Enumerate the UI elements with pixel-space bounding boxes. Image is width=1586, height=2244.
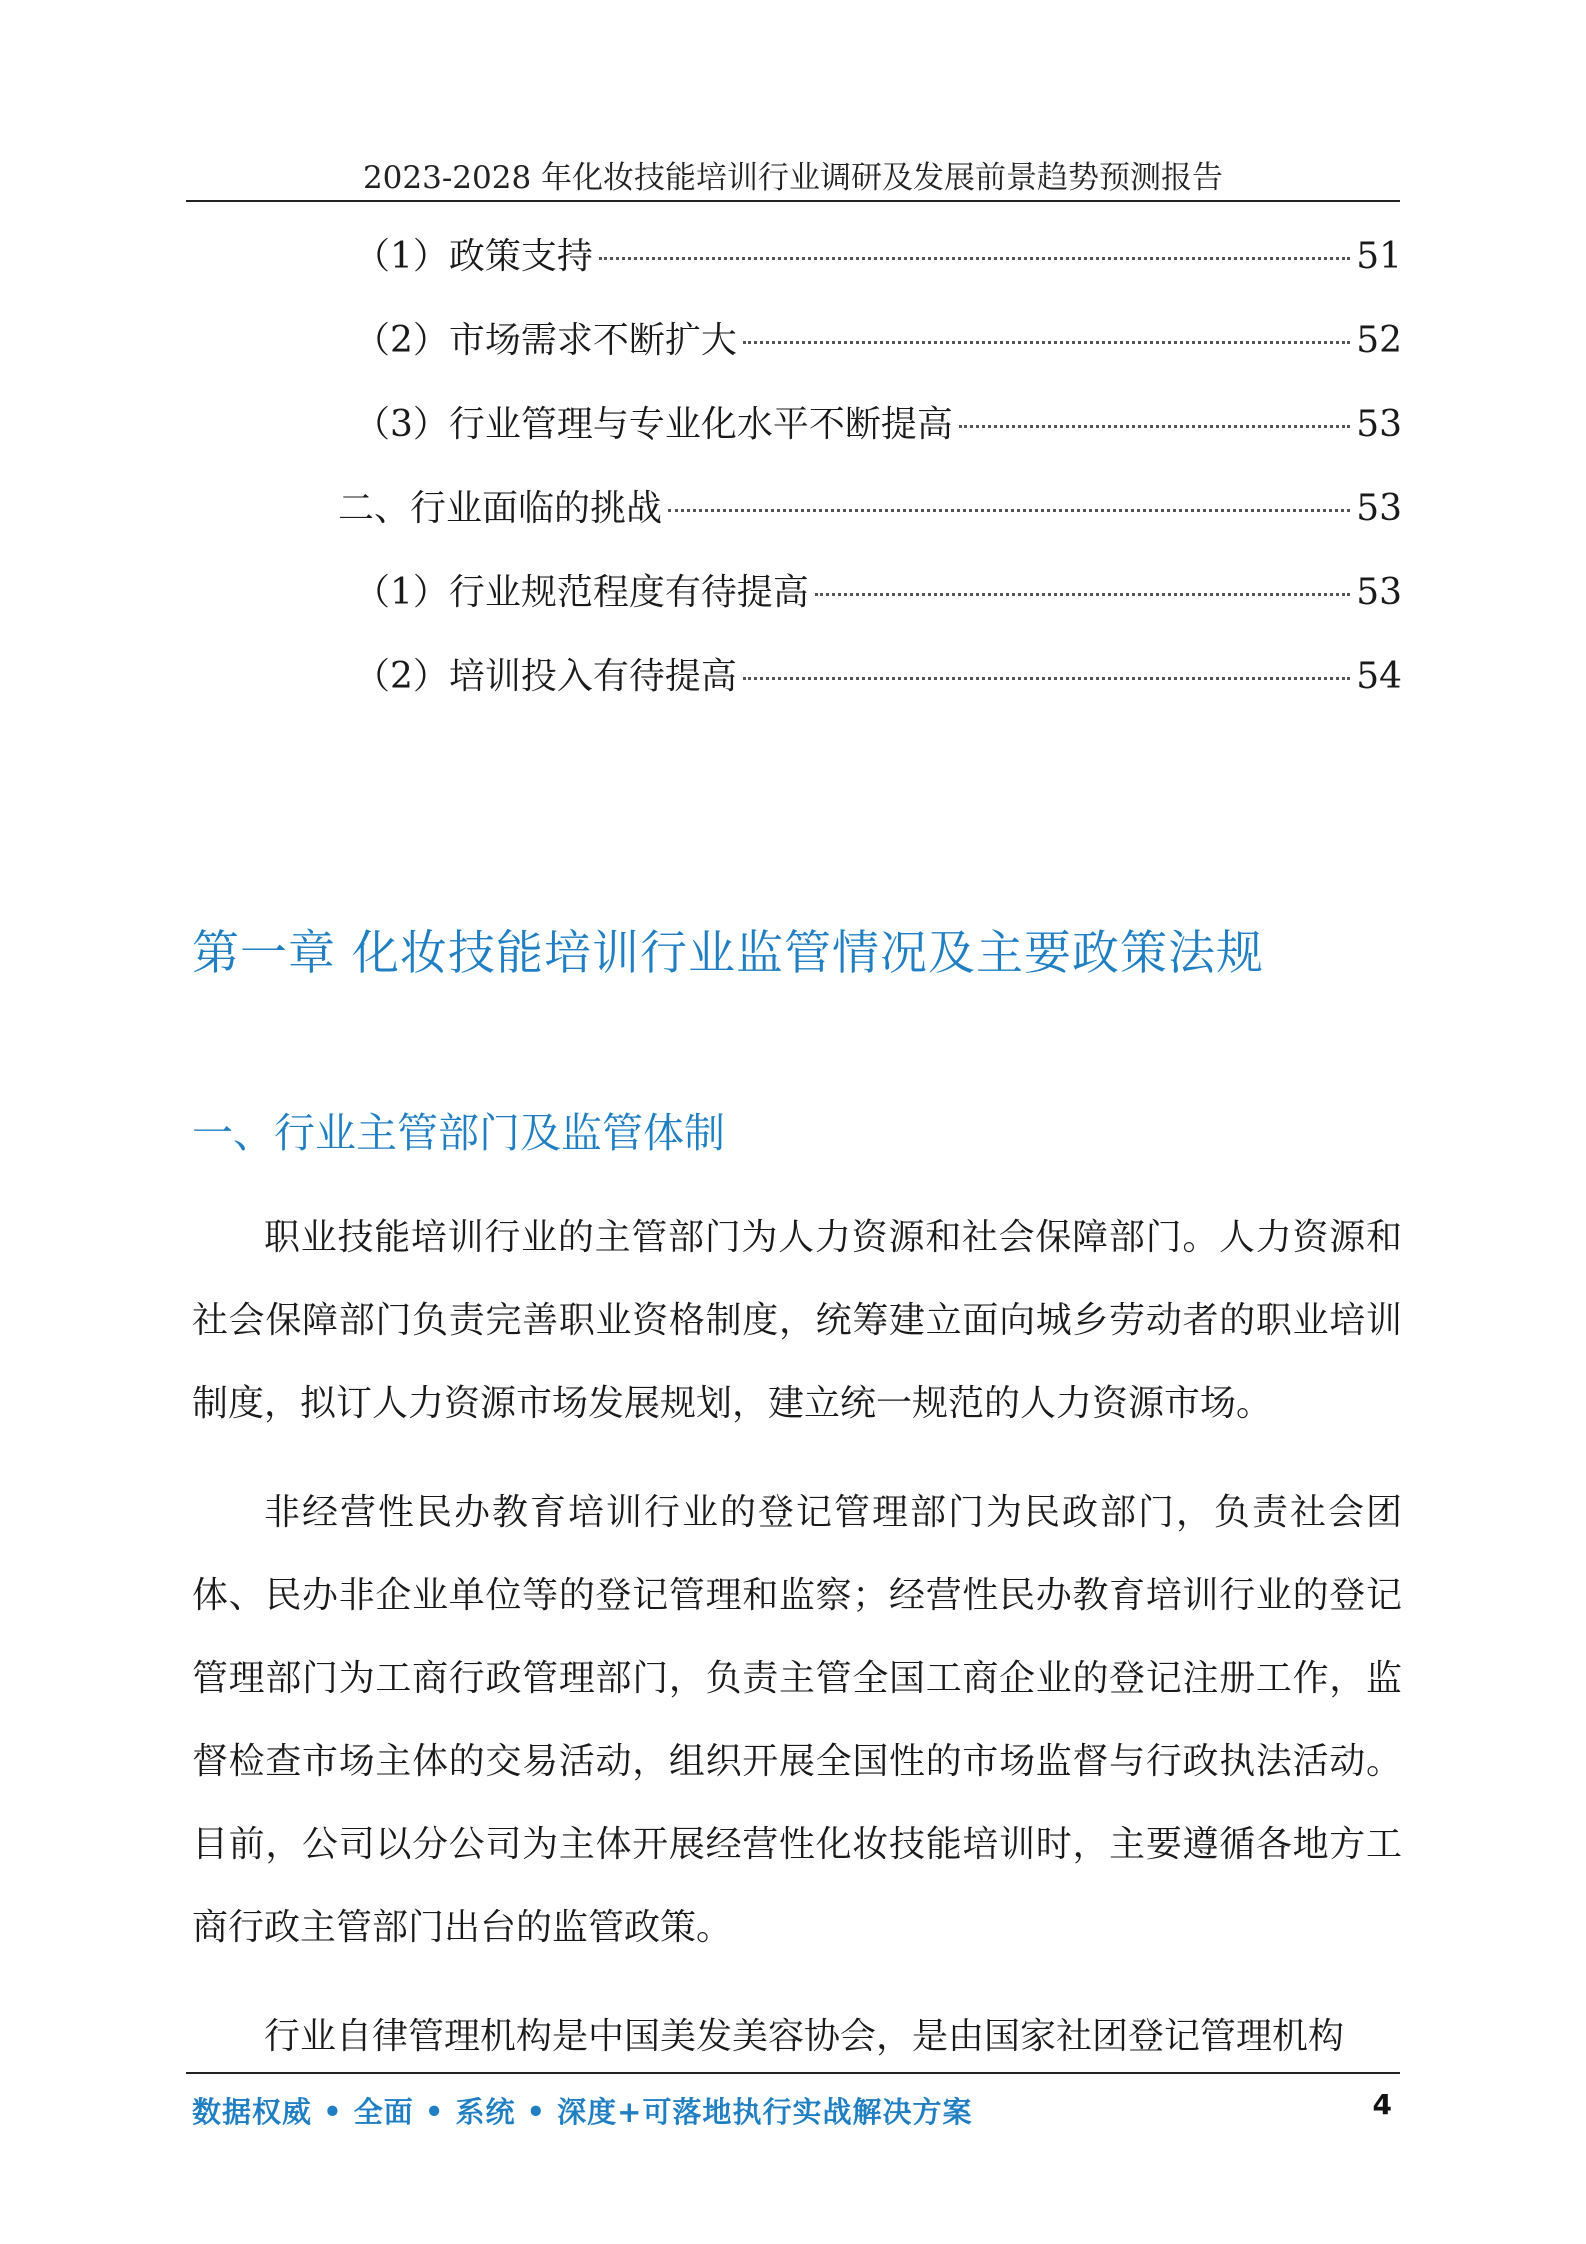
body-paragraph: 行业自律管理机构是中国美发美容协会，是由国家社团登记管理机构 (264, 2016, 1345, 2057)
toc-entry-page: 53 (1356, 572, 1402, 613)
page-header-title: 2023-2028 年化妆技能培训行业调研及发展前景趋势预测报告 (362, 160, 1224, 196)
footer-slogan: 数据权威 • 全面 • 系统 • 深度+可落地执行实战解决方案 (192, 2095, 973, 2129)
chapter-title: 第一章 化妆技能培训行业监管情况及主要政策法规 (192, 926, 1264, 981)
toc-dot-leader (743, 341, 1350, 344)
toc-entry[interactable] (340, 228, 1402, 312)
body-text (192, 1196, 1402, 2104)
toc-entry-label: （2）市场需求不断扩大 (354, 320, 737, 361)
toc-entry-page: 54 (1356, 656, 1402, 697)
toc-entry-label: （3）行业管理与专业化水平不断提高 (354, 404, 953, 445)
toc-entry-label: （1）行业规范程度有待提高 (354, 572, 809, 613)
toc-entry[interactable] (340, 648, 1402, 732)
toc-entry-page: 53 (1356, 404, 1402, 445)
toc-dot-leader (959, 425, 1350, 428)
section-title: 一、行业主管部门及监管体制 (192, 1109, 725, 1157)
toc-entry[interactable] (340, 312, 1402, 396)
body-paragraph: 职业技能培训行业的主管部门为人力资源和社会保障部门。人力资源和社会保障部门负责完善职业资格制度，统筹建立面向城乡劳动者的职业培训制度，拟订人力资源市场发展规划，建立统一规范的人力资源市场。 (192, 1217, 1402, 1424)
toc-dot-leader (743, 677, 1350, 680)
footer-divider (186, 2072, 1400, 2074)
body-paragraph: 非经营性民办教育培训行业的登记管理部门为民政部门，负责社会团体、民办非企业单位等的登记管理和监察；经营性民办教育培训行业的登记管理部门为工商行政管理部门，负责主管全国工商企业的登记注册工作，监督检查市场主体的交易活动，组织开展全国性的市场监督与行政执法活动。目前，公司以分公司为主体开展经营性化妆技能培训时，主要遵循各地方工商行政主管部门出台的监管政策。 (192, 1492, 1402, 1948)
toc-entry-label: （1）政策支持 (354, 236, 593, 277)
toc-dot-leader (815, 593, 1350, 596)
table-of-contents (340, 228, 1402, 732)
toc-dot-leader (668, 509, 1350, 512)
toc-entry-page: 53 (1356, 488, 1402, 529)
toc-entry-label: （2）培训投入有待提高 (354, 656, 737, 697)
toc-entry-page: 52 (1356, 320, 1402, 361)
toc-entry[interactable] (340, 396, 1402, 480)
toc-dot-leader (599, 257, 1350, 260)
header-divider (186, 200, 1400, 202)
page-number: 4 (1372, 2088, 1392, 2121)
toc-entry-page: 51 (1356, 236, 1402, 277)
toc-entry[interactable] (340, 564, 1402, 648)
toc-entry[interactable] (338, 480, 1402, 564)
toc-entry-label: 二、行业面临的挑战 (338, 488, 663, 529)
